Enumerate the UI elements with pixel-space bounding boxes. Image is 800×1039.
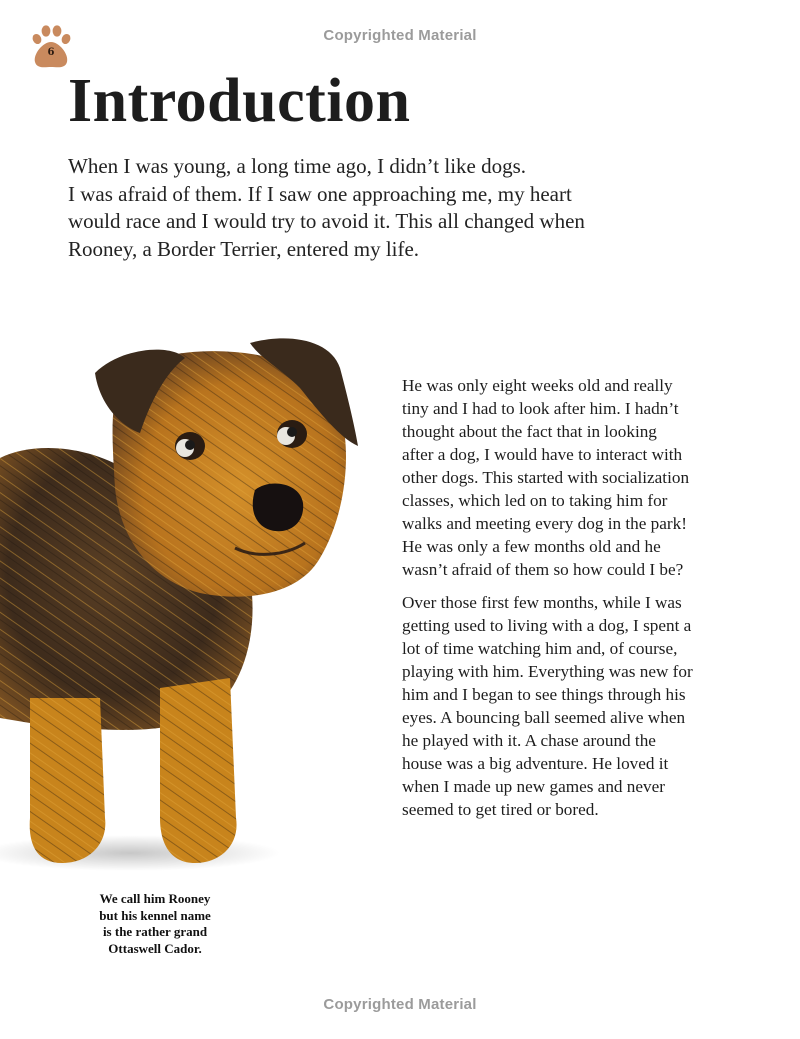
- caption-line: Ottaswell Cador.: [108, 940, 202, 956]
- image-caption: [70, 891, 240, 957]
- page-title: Introduction: [68, 67, 411, 135]
- text-line: playing with him. Everything was new for: [402, 662, 693, 681]
- text-line: Over those first few months, while I was: [402, 593, 682, 612]
- intro-line: I was afraid of them. If I saw one approaching me, my heart: [68, 181, 572, 206]
- text-line: lot of time watching him and, of course,: [402, 639, 678, 658]
- intro-line: When I was young, a long time ago, I didn’t like dogs.: [68, 154, 527, 178]
- caption-line: but his kennel name: [99, 907, 211, 923]
- intro-line: Rooney, a Border Terrier, entered my life.: [68, 236, 420, 261]
- text-line: walks and meeting every dog in the park!: [402, 514, 687, 533]
- text-line: thought about the fact that in looking: [402, 422, 657, 441]
- text-line: tiny and I had to look after him. I hadn’t: [402, 399, 679, 418]
- text-line: classes, which led on to taking him for: [402, 491, 668, 510]
- paragraph-2: [402, 591, 732, 821]
- intro-line: would race and I would try to avoid it. This all changed when: [68, 209, 585, 233]
- border-terrier-illustration: [0, 318, 380, 883]
- body-text: [402, 374, 732, 831]
- text-line: getting used to living with a dog, I spent a: [402, 616, 692, 635]
- text-line: house was a big adventure. He loved it: [402, 754, 669, 773]
- intro-paragraph: [68, 153, 668, 263]
- page-number: 6: [47, 47, 55, 58]
- text-line: seemed to get tired or bored.: [402, 800, 599, 819]
- caption-line: is the rather grand: [102, 924, 208, 939]
- text-line: He was only a few months old and he: [402, 537, 661, 556]
- text-line: eyes. A bouncing ball seemed alive when: [402, 708, 686, 727]
- text-line: when I made up new games and never: [402, 777, 665, 796]
- caption-line: We call him Rooney: [99, 891, 211, 906]
- watermark-bottom: Copyrighted Material: [323, 996, 477, 1013]
- text-line: wasn’t afraid of them so how could I be?: [402, 560, 684, 579]
- text-line: other dogs. This started with socialization: [402, 468, 690, 487]
- text-line: He was only eight weeks old and really: [402, 376, 673, 395]
- text-line: him and I began to see things through his: [402, 685, 686, 704]
- watermark-top: Copyrighted Material: [323, 27, 477, 44]
- paragraph-1: [402, 374, 732, 581]
- text-line: he played with it. A chase around the: [402, 731, 656, 750]
- text-line: after a dog, I would have to interact with: [402, 445, 683, 464]
